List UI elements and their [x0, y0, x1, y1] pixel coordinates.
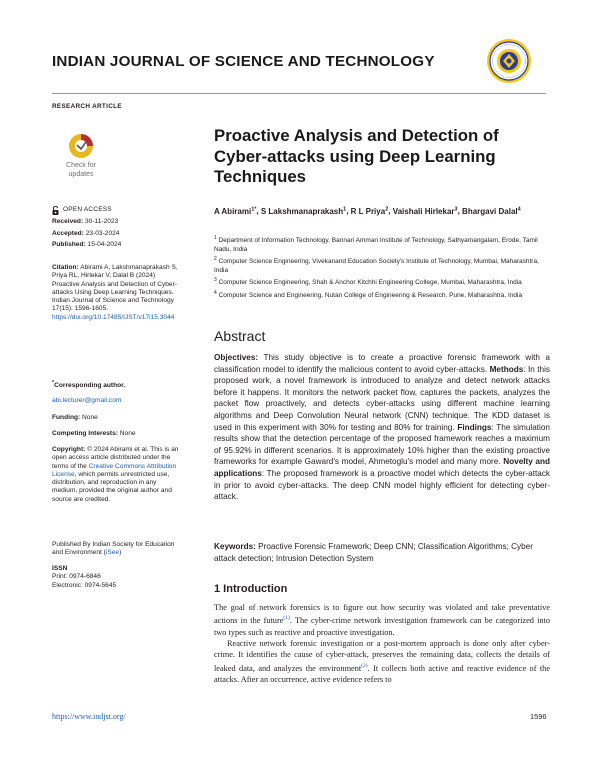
published-date: Published: 15-04-2024: [52, 241, 122, 249]
corresponding-email-link[interactable]: abi.lecturer@gmail.com: [52, 397, 122, 404]
article-dates: [52, 218, 182, 253]
author: R L Priya$^2$: [350, 206, 389, 216]
author: Bhargavi Dalal$^4$: [462, 206, 521, 216]
check-updates-line2: updates: [68, 170, 94, 178]
paper-title: Proactive Analysis and Detection of Cyber-attacks using Deep Learning Techniques: [214, 126, 499, 186]
affiliation: $^2$ Computer Science Engineering, Vivekanand Education Society's Institute of Technology, Mumbai, Maharashtra, India: [214, 256, 539, 275]
corresponding-author: *Corresponding author.: [52, 380, 126, 390]
funding-info: Funding: None: [52, 414, 98, 421]
received-date: Received: 30-11-2023: [52, 218, 119, 225]
abstract-heading: Abstract: [214, 328, 266, 344]
paragraph: Reactive network forensic investigation or a post-mortem approach is done only after cyber-crime. It identifies the cause of cyber-attack, preserves the remaining data, collects the details of leaked data, and analyzes the environment$^{(2)}$. It collects both active and reactive evidence of the attacks. After an occurrence, active evidence refers to: [214, 638, 551, 684]
publisher-info: Published By Indian Society for Education and Environment (iSee): [52, 541, 175, 557]
article-type: RESEARCH ARTICLE: [52, 103, 122, 110]
introduction-heading: 1 Introduction: [214, 583, 288, 595]
affiliation: $^1$ Department of Information Technology, Bannari Amman Institute of Technology, Sathyamangalam, Erode, Tamil Nadu, India: [214, 235, 538, 253]
check-updates-line1: Check for: [66, 162, 96, 169]
competing-interests: Competing Interests: None: [52, 430, 136, 437]
reference-link[interactable]: (2): [361, 662, 368, 669]
introduction-text: [214, 602, 550, 685]
copyright-block: Copyright: © 2024 Abirami et al. This is an open access article distributed under the terms of the Creative Commons Attribution License, which permits unrestricted use, distribution, and reproduction in any medium, provided the original author and source are credited.: [52, 446, 179, 503]
isee-link[interactable]: iSee: [105, 549, 120, 557]
footer-url-link[interactable]: https://www.indjst.org/: [52, 712, 126, 721]
affiliation-list: [214, 234, 539, 301]
page-number: 1596: [530, 712, 547, 721]
issn-electronic: Electronic: 0974-5645: [52, 581, 117, 589]
journal-title: INDIAN JOURNAL OF SCIENCE AND TECHNOLOGY: [52, 53, 435, 70]
issn-print: Print: 0974-6846: [52, 573, 101, 581]
license-link[interactable]: Creative Commons Attribution License: [52, 462, 177, 478]
journal-logo-icon: [486, 38, 532, 84]
accepted-date: Accepted: 23-03-2024: [52, 229, 120, 237]
keywords: Keywords: Proactive Forensic Framework; Deep CNN; Classification Algorithms; Cyber attack detection; Intrusion Detection System: [214, 542, 533, 563]
issn-block: ISSN Print: 0974-6846 Electronic: 0974-5645: [52, 565, 182, 590]
open-lock-icon: [52, 206, 59, 215]
reference-link[interactable]: (1): [283, 615, 290, 622]
citation-doi-link[interactable]: https://doi.org/10.17485/IJST/v17i15.3044: [52, 313, 175, 321]
citation-label: Citation:: [52, 264, 79, 271]
affiliation: $^4$ Computer Science and Engineering, Nutan College of Engineering & Research, Pune, Maharashtra, India: [214, 289, 523, 299]
check-updates-icon: [66, 131, 96, 161]
citation-text: Abirami A, Lakshmanaprakash S, Priya RL, Hirlekar V, Dalal B (2024) Proactive Analysis and Detection of Cyber-attacks Using Deep Learning Techniques. Indian Journal of Science and Technology 17(15): 1596-1605.: [52, 264, 178, 313]
citation-block: [52, 264, 182, 322]
author: S Lakshmanaprakash$^1$: [260, 206, 347, 216]
abstract-text: Objectives: This study objective is to create a proactive forensic framework with a classification model to identify the malicious content to avoid cyber-attacks. Methods: In this proposed work, a novel framework is introduced to analyze and detect network attacks before it happens. It monitors the network packet flow, captures the packets, analyzes the packet flow proactively, and detects cyber-attacks using different machine learning algorithms and Deep Convolution Neural network (CNN) technique. The KDD dataset is used in this experiment with 30% for testing and 80% for training. Findings: The simulation results show that the detection percentage of the proposed framework reaches a maximum of 95.92% in different scenarios. It is approximately 10% higher than the existing proactive frameworks for example Gaward's model, Ahmetoglu's model and many more. Novelty and applications: The proposed framework is a proactive model which detects the cyber-attack in prior to avoid cyber-attacks. The deep CNN model highly efficient for detecting cyber-attack.: [214, 353, 550, 502]
author: A Abirami$^{1*}$: [214, 206, 257, 216]
header-divider: [52, 93, 546, 94]
affiliation: $^3$ Computer Science Engineering, Shah & Anchor Kitchhi Engineering College, Mumbai, Maharashtra, India: [214, 277, 522, 287]
open-access-label: [52, 206, 182, 215]
open-access-text: OPEN ACCESS: [63, 206, 112, 214]
check-for-updates-badge[interactable]: [58, 131, 104, 181]
paragraph: The goal of network forensics is to figure out how security was violated and take preventative actions in the future$^{(1)}$. The cyber-crime network investigation framework can be categorized into two types such as reactive and proactive investigation.: [214, 603, 550, 637]
author: Vaishali Hirlekar$^3$: [392, 206, 458, 216]
author-list: A Abirami$^{1*}$, S Lakshmanaprakash$^1$, R L Priya$^2$, Vaishali Hirlekar$^3$, Bhargavi Dalal$^4$: [214, 206, 521, 216]
